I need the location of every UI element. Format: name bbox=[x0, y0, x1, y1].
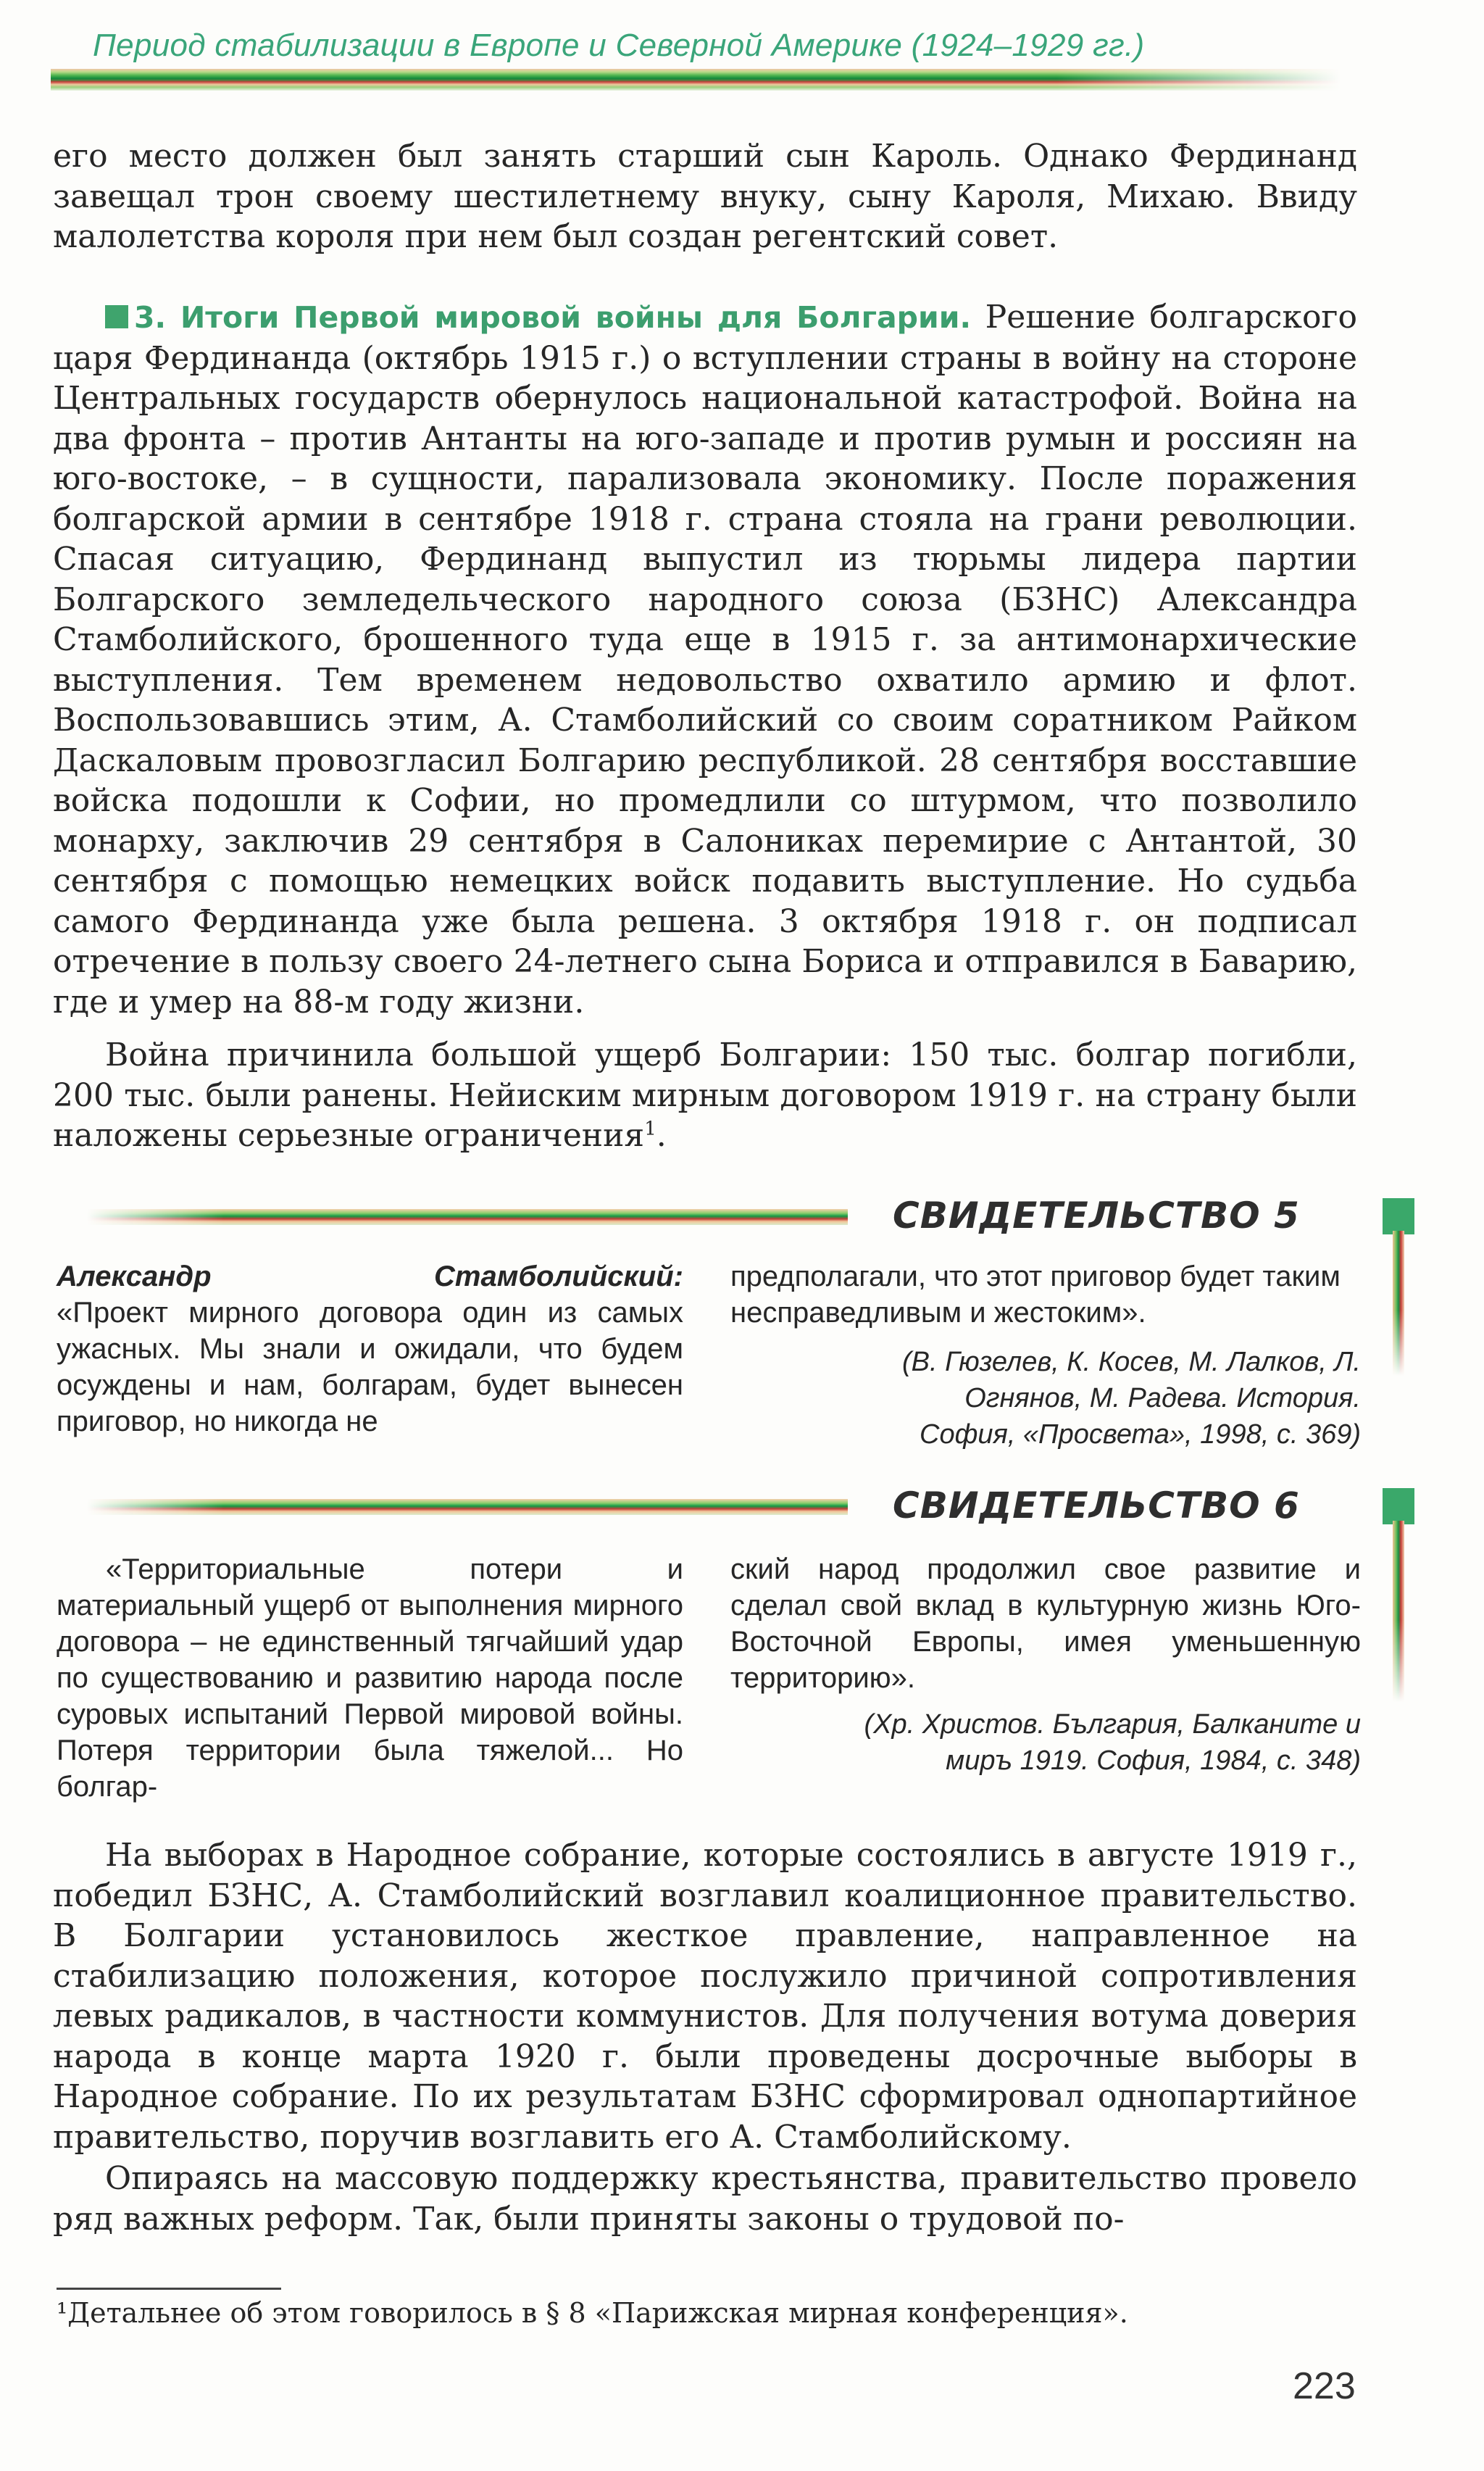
section-3-number: 3. bbox=[134, 300, 167, 335]
section-3-title: Итоги Первой мировой войны для Болгарии. bbox=[180, 300, 972, 335]
evidence-5-quote-left: «Проект мирного договора один из самых ужасных. Мы знали и ожидали, что будем осуждены и нам, болгарам, будет вынесен приговор, но никогда не bbox=[57, 1297, 683, 1437]
evidence-5-right-column bbox=[730, 1258, 1361, 1453]
evidence-5-side-stripe bbox=[1393, 1231, 1404, 1376]
losses-text: Война причинила большой ущерб Болгарии: 150 тыс. болгар погибли, 200 тыс. были ранены. Нейиским мирным договором 1919 г. на страну были наложены серьезные ограничения bbox=[53, 1037, 1357, 1154]
running-title: Период стабилизации в Европе и Северной Америке (1924–1929 гг.) bbox=[93, 28, 1145, 63]
section-3-heading bbox=[105, 300, 971, 335]
page-number: 223 bbox=[1293, 2365, 1356, 2407]
section-bullet-icon bbox=[105, 305, 128, 328]
evidence-6-stripe bbox=[87, 1499, 848, 1515]
evidence-6-left-column bbox=[57, 1551, 683, 1805]
evidence-6-box bbox=[0, 1484, 1484, 1803]
evidence-6-title: СВИДЕТЕЛЬСТВО 6 bbox=[893, 1484, 1300, 1527]
losses-paragraph: Война причинила большой ущерб Болгарии: 150 тыс. болгар погибли, 200 тыс. были ранены. Нейиским мирным договором 1919 г. на страну были наложены серьезные ограничения$^1$. bbox=[53, 1037, 1357, 1154]
footnote-divider bbox=[57, 2288, 281, 2290]
evidence-6-quote-right: ский народ продолжил свое развитие и сделал свой вклад в культурную жизнь Юго-Восточной Европы, имея уменьшенную территорию». bbox=[730, 1553, 1361, 1694]
evidence-6-marker bbox=[1383, 1488, 1414, 1524]
footnote: ¹Детальнее об этом говорилось в § 8 «Парижская мирная конференция». bbox=[57, 2297, 1128, 2329]
evidence-5-box bbox=[0, 1195, 1484, 1450]
footnote-reference: 1 bbox=[644, 1118, 656, 1140]
evidence-5-author: Александр Стамболийский: bbox=[57, 1261, 683, 1292]
evidence-6-right-column bbox=[730, 1551, 1361, 1779]
section-3-text: Решение болгарского царя Фердинанда (октябрь 1915 г.) о вступлении страны в войну на стороне Центральных государств обернулось национальной катастрофой. Война на два фронта – против Антанты на юго-западе и против румын и россиян на юго-востоке, – в сущности, парализовала экономику. После поражения болгарской армии в сентябре 1918 г. страна стояла на грани революции. Спасая ситуацию, Фердинанд выпустил из тюрьмы лидера партии Болгарского земледельческого народного союза (БЗНС) Александра Стамболийского, брошенного туда еще в 1915 г. за антимонархические выступления. Тем временем недовольство охватило армию и флот. Воспользовавшись этим, А. Стамболийский со своим соратником Райком Даскаловым провозгласил Болгарию республикой. 28 сентября восставшие войска подошли к Софии, но промедлили со штурмом, что позволило монарху, заключив 29 сентября в Салониках перемирие с Антантой, 30 сентября с помощью немецких войск подавить выступление. Но судьба самого Фердинанда уже была решена. 3 октября 1918 г. он подписал отречение в пользу своего 24-летнего сына Бориса и отправился в Баварию, где и умер на 88-м году жизни. bbox=[53, 299, 1357, 1021]
evidence-6-citation: (Хр. Христов. България, Балканите и миръ 1919. София, 1984, с. 348) bbox=[864, 1709, 1361, 1776]
evidence-5-left-column bbox=[57, 1258, 683, 1440]
evidence-5-marker bbox=[1383, 1198, 1414, 1234]
evidence-5-quote-right: предполагали, что этот приговор будет таким несправедливым и жестоким». bbox=[730, 1261, 1341, 1329]
header-stripe bbox=[51, 69, 1341, 91]
evidence-5-title: СВИДЕТЕЛЬСТВО 5 bbox=[893, 1195, 1300, 1237]
evidence-5-citation: (В. Гюзелев, К. Косев, М. Лалков, Л. Огнянов, М. Радева. История. София, «Просвета», 1998, с. 369) bbox=[902, 1347, 1361, 1450]
evidence-6-quote-left: «Территориальные потери и материальный ущерб от выполнения мирного договора – не единственный тягчайший удар по существованию и развитию народа после суровых испытаний Первой мировой войны. Потеря территории была тяжелой... Но болгар- bbox=[57, 1553, 683, 1803]
evidence-6-side-stripe bbox=[1393, 1521, 1404, 1702]
elections-paragraph: На выборах в Народное собрание, которые состоялись в августе 1919 г., победил БЗНС, А. Стамболийский возглавил коалиционное правительство. В Болгарии установилось жесткое правление, направленное на стабилизацию положения, которое послужило причиной сопротивления левых радикалов, в частности коммунистов. Для получения вотума доверия народа в конце марта 1920 г. были проведены досрочные выборы в Народное собрание. По их результатам БЗНС сформировал однопартийное правительство, поручив возглавить его А. Стамболийскому. bbox=[53, 1837, 1357, 2156]
reforms-paragraph: Опираясь на массовую поддержку крестьянства, правительство провело ряд важных реформ. Так, были приняты законы о трудовой по- bbox=[53, 2160, 1357, 2238]
intro-paragraph: его место должен был занять старший сын Кароль. Однако Фердинанд завещал трон своему шестилетнему внуку, сыну Кароля, Михаю. Ввиду малолетства короля при нем был создан регентский совет. bbox=[53, 138, 1357, 255]
section-3-paragraph bbox=[53, 297, 1357, 1022]
evidence-5-stripe bbox=[87, 1209, 848, 1225]
